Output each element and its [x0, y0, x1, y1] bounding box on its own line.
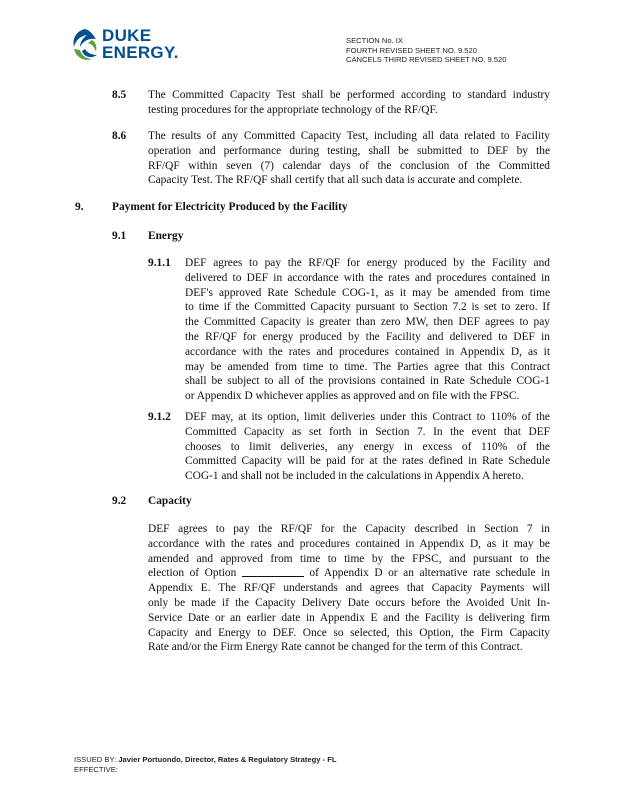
text-line: only be made if the Capacity Delivery Date occurs before the Avoided Unit In-: [148, 596, 550, 609]
sheet-header: [346, 36, 507, 65]
text-line: RF/QF within seven (7) calendar days of the conclusion of the Committed: [148, 159, 550, 172]
section-9-2-number: 9.2: [112, 495, 127, 507]
option-text-after: of Appendix D or an alternative rate schedule in: [309, 567, 550, 580]
sheet-number: FOURTH REVISED SHEET NO. 9.520: [346, 45, 477, 55]
section-8-5-number: 8.5: [112, 89, 127, 101]
text-line: DEF may, at its option, limit deliveries under this Contract to 110% of the: [185, 411, 550, 423]
section-8-5-text: [148, 88, 550, 118]
text-line: operation and performance during testing, shall be submitted to DEF by the: [148, 144, 550, 157]
logo-word-duke: DUKE: [102, 26, 152, 45]
text-line: Committed Capacity will be paid for at the rates defined in Rate Schedule: [185, 455, 550, 468]
text-line: amended and approved from time to time by the FPSC, and pursuant to the: [148, 552, 550, 565]
text-line: Committed Capacity as set forth in Section 7. In the event that DEF: [185, 425, 550, 438]
text-line: to time if the Committed Capacity pursuant to Section 7.2 is set to zero. If: [185, 301, 550, 314]
text-line: accordance with the rates and procedures contained in Appendix D, as it: [185, 345, 550, 358]
section-9-title: Payment for Electricity Produced by the Facility: [112, 201, 348, 213]
text-line: DEF's approved Rate Schedule COG-1, as it may be amended from time: [185, 286, 550, 299]
text-line: the Committed Capacity is greater than zero MW, then DEF agrees to pay: [185, 316, 550, 329]
text-line: or Appendix D whichever applies as approved and on file with the FPSC.: [185, 390, 520, 403]
text-line: chooses to limit deliveries, any energy in excess of 110% of the: [185, 440, 550, 453]
text-line: Rate and/or the Firm Energy Rate cannot be changed for the term of this Contract.: [148, 641, 523, 654]
issued-by-label: ISSUED BY:: [74, 755, 117, 764]
section-9-1-1-number: 9.1.1: [148, 257, 171, 269]
section-9-number: 9.: [75, 201, 84, 213]
text-line: COG-1 and shall not be included in the calculations in Appendix A hereto.: [185, 470, 524, 483]
text-line: accordance with the rates and procedures contained in Appendix D, as it may be: [148, 537, 550, 550]
text-line: Appendix E. The RF/QF understands and agrees that Capacity Payments will: [148, 582, 550, 595]
duke-energy-swirl-icon: [70, 27, 100, 63]
text-line: DEF agrees to pay the RF/QF for energy produced by the Facility and: [185, 257, 550, 269]
section-number: SECTION No. IX: [346, 36, 403, 45]
text-line: the RF/QF for energy produced by the Facility and delivered to DEF in: [185, 330, 550, 343]
issued-by-name: Javier Portuondo, Director, Rates & Regulatory Strategy - FL: [118, 755, 337, 764]
text-line: Capacity and Energy to DEF. Once so selected, this Option, the Firm Capacity: [148, 626, 550, 639]
text-line: shall be subject to all of the provisions contained in Rate Schedule COG-1: [185, 375, 550, 388]
logo-word-energy: ENERGY.: [102, 43, 179, 62]
text-line: Capacity Test. The RF/QF shall certify that all such data is accurate and complete.: [148, 174, 523, 187]
text-line: The results of any Committed Capacity Test, including all data related to Facility: [148, 130, 550, 142]
effective-label: EFFECTIVE:: [74, 764, 118, 774]
section-9-1-2-text: [185, 410, 550, 484]
option-blank-field: [242, 566, 304, 577]
section-9-2-text: [148, 522, 550, 655]
option-text-before: election of Option: [148, 567, 237, 580]
section-9-2-title: Capacity: [148, 495, 192, 507]
section-8-6-number: 8.6: [112, 130, 127, 142]
text-line: Service Date or an earlier date in Appendix E and the Facility is delivering firm: [148, 611, 550, 624]
text-line: The Committed Capacity Test shall be performed according to standard industry: [148, 89, 550, 101]
section-9-1-title: Energy: [148, 230, 184, 242]
section-9-1-2-number: 9.1.2: [148, 411, 171, 423]
issued-by-line: [74, 755, 337, 765]
text-line: testing procedures for the appropriate technology of the RF/QF.: [148, 103, 438, 116]
section-8-6-text: [148, 129, 550, 188]
text-line: delivered to DEF in accordance with the rates and procedures contained in: [185, 271, 550, 284]
option-line: [148, 566, 550, 581]
text-line: may be amended from time to time. The Parties agree that this Contract: [185, 360, 550, 373]
duke-energy-logo: [70, 25, 190, 69]
cancels-sheet: CANCELS THIRD REVISED SHEET NO. 9.520: [346, 55, 507, 65]
section-9-1-number: 9.1: [112, 230, 127, 242]
section-9-1-1-text: [185, 256, 550, 404]
page-footer: [74, 755, 337, 775]
text-line: DEF agrees to pay the RF/QF for the Capacity described in Section 7 in: [148, 523, 550, 535]
